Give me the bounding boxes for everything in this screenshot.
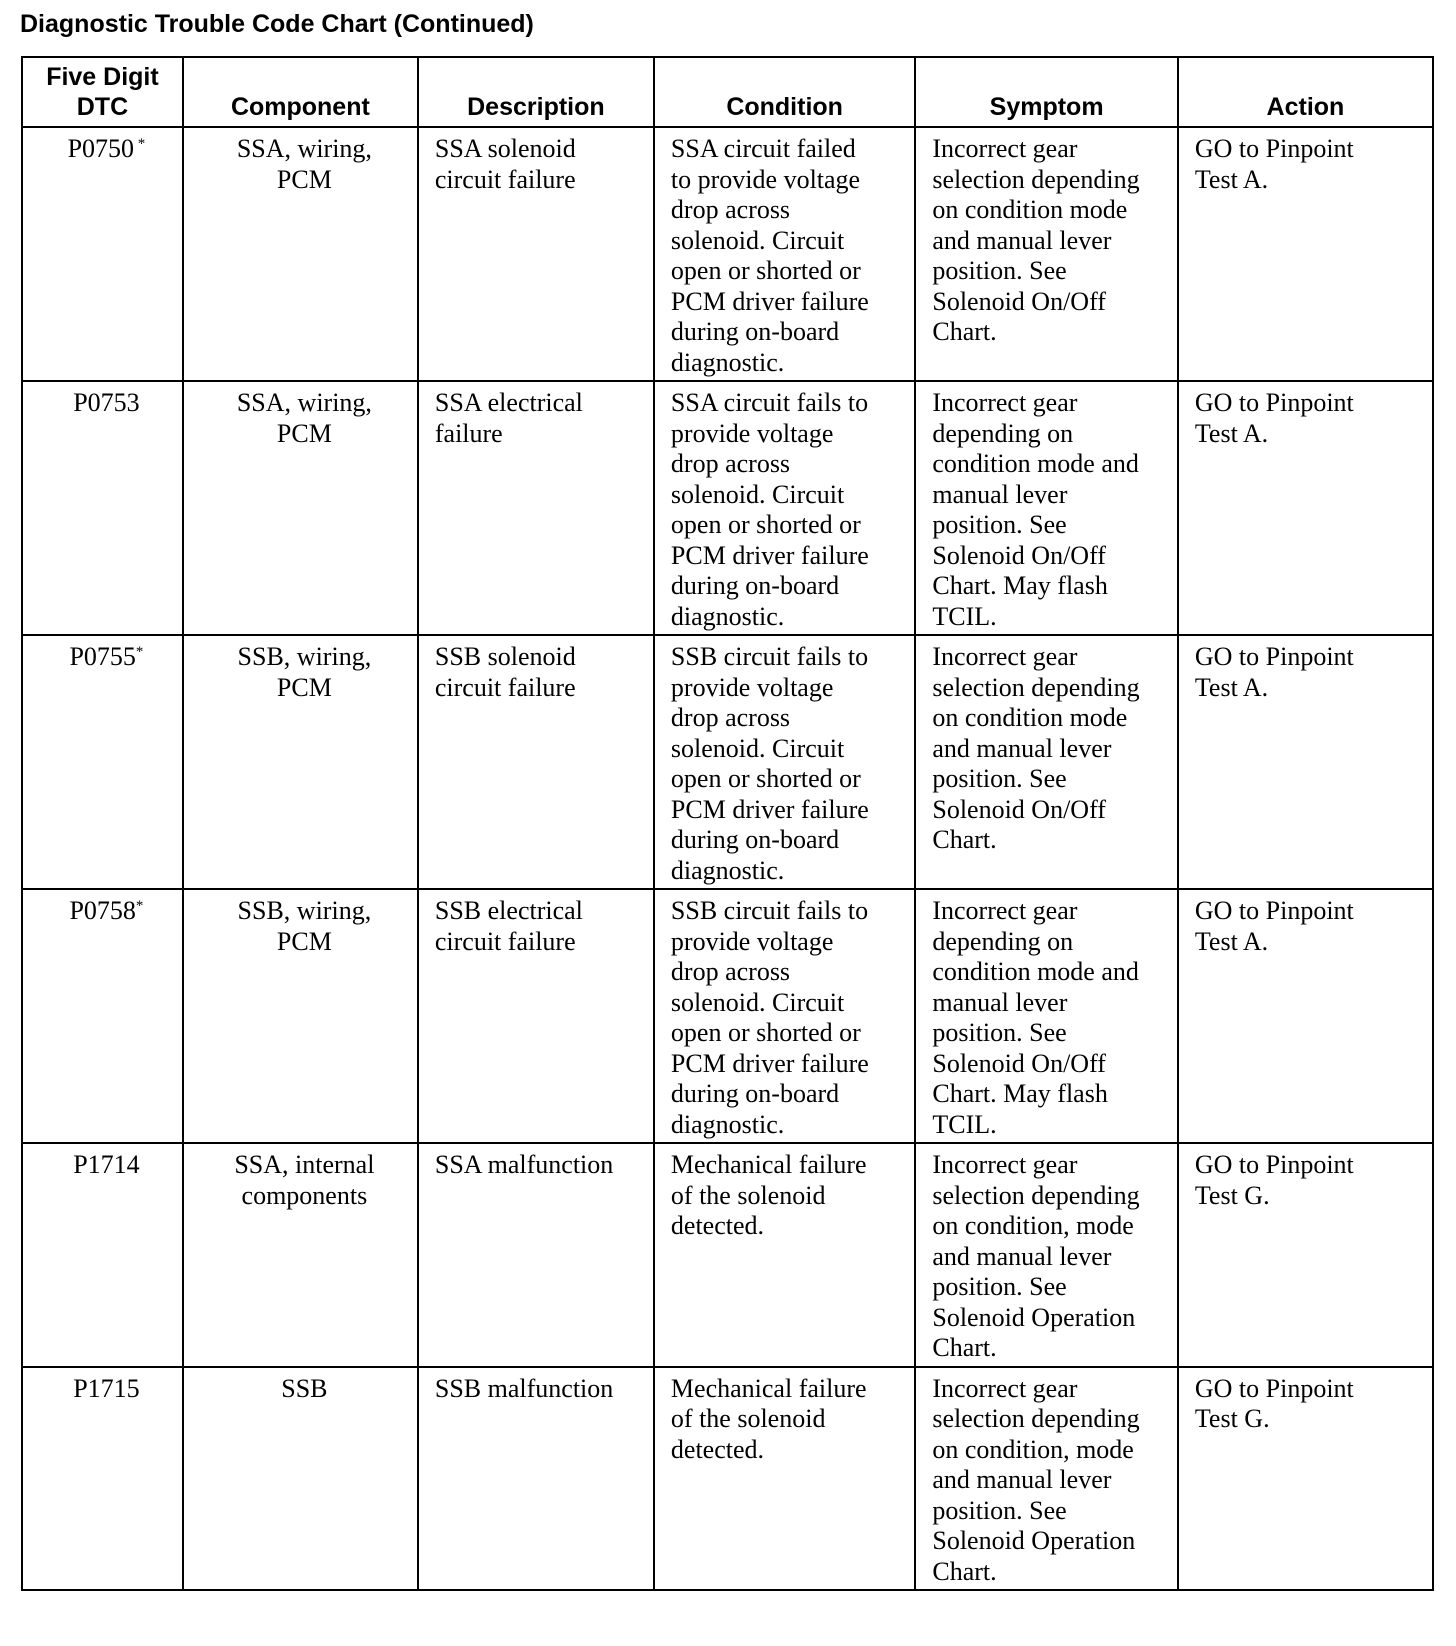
component-cell: SSB, wiring, PCM <box>183 635 418 889</box>
dtc-code-cell <box>22 127 183 381</box>
table-row <box>22 381 1433 635</box>
action-cell: GO to Pinpoint Test G. <box>1178 1143 1433 1367</box>
dtc-code-cell <box>22 381 183 635</box>
action-cell: GO to Pinpoint Test A. <box>1178 889 1433 1143</box>
component-cell: SSB <box>183 1367 418 1591</box>
description-cell: SSA solenoid circuit failure <box>418 127 654 381</box>
footnote-mark: * <box>135 644 144 660</box>
footnote-mark: * <box>134 136 146 152</box>
header-description: Description <box>418 57 654 127</box>
symptom-cell: Incorrect gear selection depending on condition, mode and manual lever position. See Solenoid Operation Chart. <box>915 1367 1178 1591</box>
table-row <box>22 127 1433 381</box>
condition-cell: SSA circuit fails to provide voltage drop across solenoid. Circuit open or shorted or PCM driver failure during on-board diagnostic. <box>654 381 915 635</box>
component-cell: SSA, wiring, PCM <box>183 381 418 635</box>
dtc-code-cell <box>22 1143 183 1367</box>
dtc-code: P0755 <box>69 642 136 671</box>
dtc-code: P0753 <box>73 388 140 417</box>
symptom-cell: Incorrect gear selection depending on condition, mode and manual lever position. See Solenoid Operation Chart. <box>915 1143 1178 1367</box>
condition-cell: SSB circuit fails to provide voltage drop across solenoid. Circuit open or shorted or PCM driver failure during on-board diagnostic. <box>654 635 915 889</box>
dtc-code: P0750 <box>67 134 135 163</box>
component-cell: SSA, wiring, PCM <box>183 127 418 381</box>
header-action: Action <box>1178 57 1433 127</box>
header-condition: Condition <box>654 57 915 127</box>
action-cell: GO to Pinpoint Test A. <box>1178 635 1433 889</box>
table-row <box>22 635 1433 889</box>
dtc-code: P0758 <box>69 896 136 925</box>
description-cell: SSB electrical circuit failure <box>418 889 654 1143</box>
symptom-cell: Incorrect gear depending on condition mode and manual lever position. See Solenoid On/Off Chart. May flash TCIL. <box>915 889 1178 1143</box>
dtc-code-cell <box>22 1367 183 1591</box>
footnote-mark: * <box>135 898 144 914</box>
page-title: Diagnostic Trouble Code Chart (Continued) <box>20 10 534 38</box>
table-row <box>22 1367 1433 1591</box>
dtc-code: P1714 <box>73 1150 140 1179</box>
dtc-table <box>21 56 1434 1591</box>
dtc-code: P1715 <box>73 1373 140 1403</box>
header-five-digit-dtc: Five Digit DTC <box>22 57 183 127</box>
action-cell: GO to Pinpoint Test A. <box>1178 127 1433 381</box>
symptom-cell: Incorrect gear depending on condition mode and manual lever position. See Solenoid On/Off Chart. May flash TCIL. <box>915 381 1178 635</box>
condition-cell: Mechanical failure of the solenoid detected. <box>654 1367 915 1591</box>
dtc-code-cell <box>22 889 183 1143</box>
condition-cell: Mechanical failure of the solenoid detected. <box>654 1143 915 1367</box>
table-header-row <box>22 57 1433 127</box>
description-cell: SSA malfunction <box>418 1143 654 1367</box>
description-cell: SSB solenoid circuit failure <box>418 635 654 889</box>
header-symptom: Symptom <box>915 57 1178 127</box>
action-cell: GO to Pinpoint Test G. <box>1178 1367 1433 1591</box>
condition-cell: SSB circuit fails to provide voltage drop across solenoid. Circuit open or shorted or PCM driver failure during on-board diagnostic. <box>654 889 915 1143</box>
header-component: Component <box>183 57 418 127</box>
table-row <box>22 1143 1433 1367</box>
condition-cell: SSA circuit failed to provide voltage drop across solenoid. Circuit open or shorted or PCM driver failure during on-board diagnostic. <box>654 127 915 381</box>
symptom-cell: Incorrect gear selection depending on condition mode and manual lever position. See Solenoid On/Off Chart. <box>915 635 1178 889</box>
description-cell: SSA electrical failure <box>418 381 654 635</box>
component-cell: SSA, internal components <box>183 1143 418 1367</box>
symptom-cell: Incorrect gear selection depending on condition mode and manual lever position. See Solenoid On/Off Chart. <box>915 127 1178 381</box>
dtc-code-cell <box>22 635 183 889</box>
description-cell: SSB malfunction <box>418 1367 654 1591</box>
component-cell: SSB, wiring, PCM <box>183 889 418 1143</box>
table-row <box>22 889 1433 1143</box>
action-cell: GO to Pinpoint Test A. <box>1178 381 1433 635</box>
